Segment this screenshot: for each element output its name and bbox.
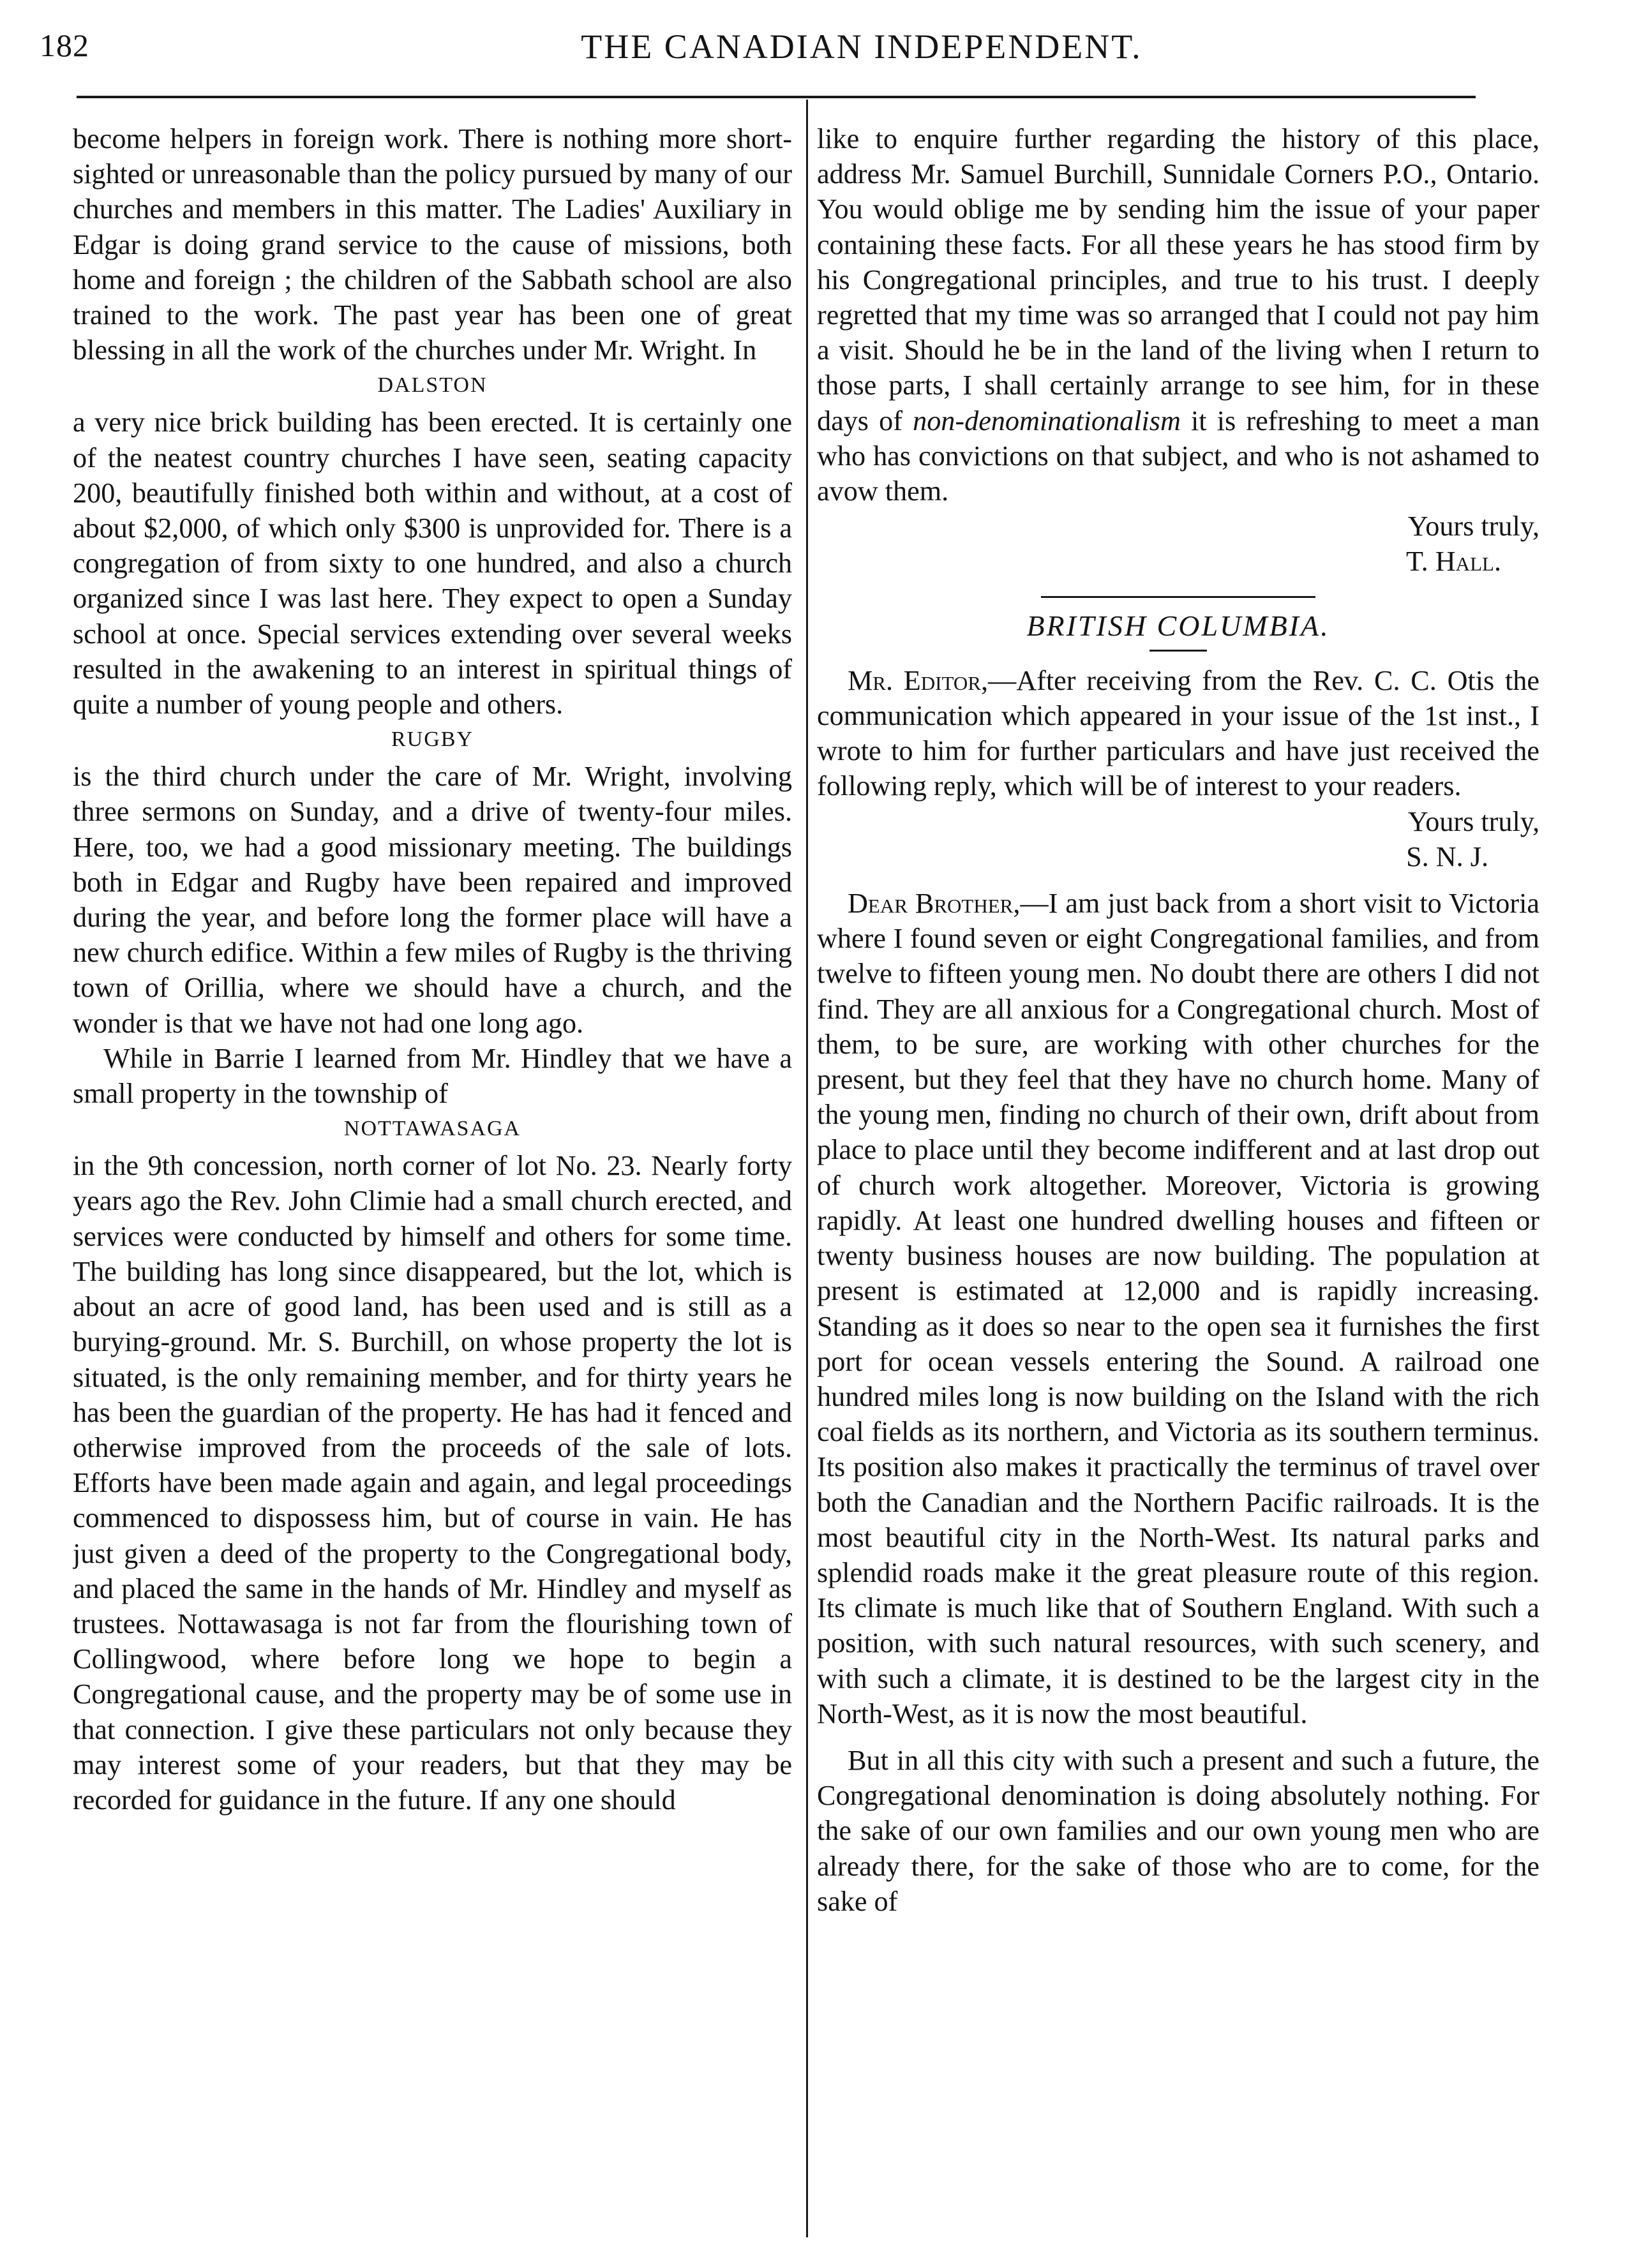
paragraph-burchill-text-end: it is refreshing to meet a man who has convictions on that subject, and who is not ashamed to avow them. [817,405,1539,507]
editor-letter-text: —After receiving from the Rev. C. C. Otis the communication which appeared in your issue of the 1st inst., I wrote to him for further particulars and have just received the following reply, which will be of interest to your readers. [817,664,1539,802]
page-number: 182 [40,27,89,63]
subhead-dalston: DALSTON [377,373,488,398]
left-column [73,121,792,2253]
column-divider [806,100,808,2237]
running-title: THE CANADIAN INDEPENDENT. [581,27,1142,66]
salutation-mr-editor: Mr. Editor, [848,664,988,696]
signature-snj: S. N. J. [1406,840,1488,872]
signature-t-hall: T. Hall. [1405,546,1501,578]
paragraph-editor-letter [817,663,1539,804]
spacer [817,1731,1539,1743]
paragraph-burchill [817,121,1539,509]
paragraph-nottawasaga: in the 9th concession, north corner of lot No. 23. Nearly forty years ago the Rev. John Climie had a small church erected, and services were conducted by himself and others for some time. The building has long since disappeared, but the lot, which is about an acre of good land, has been used and is still as a burying-ground. Mr. S. Burchill, on whose property the lot is situated, is the only remaining member, and for thirty years he has been the guardian of the property. He has had it fenced and otherwise improved from the proceeds of the sale of lots. Efforts have been made again and again, and legal proceedings commenced to dispossess him, but of course in vain. He has just given a deed of the property to the Congregational body, and placed the same in the hands of Mr. Hindley and myself as trustees. Nottawasaga is not far from the flourishing town of Collingwood, where before long we hope to begin a Congregational cause, and the property may be of some use in that connection. I give these particulars not only because they may interest some of your readers, but that they may be recorded for guidance in the future. If any one should [73,1150,792,1816]
subhead-rugby: RUGBY [391,727,474,752]
short-rule [1149,650,1207,652]
paragraph-rugby: is the third church under the care of Mr. Wright, involving three sermons on Sunday, and a drive of twenty-four miles. Here, too, we had a good missionary meeting. The buildings both in Edgar and Rugby have been repaired and improved during the year, and before long the former place will have a new church edifice. Within a few miles of Rugby is the thriving town of Orillia, where we should have a church, and the wonder is that we have not had one long ago. [73,761,792,1039]
paragraph-congregational-denomination: But in all this city with such a present and such a future, the Congregational denomination is doing absolutely nothing. For the sake of our own families and our own young men who are already there, for the sake of those who are to come, for the sake of [817,1744,1539,1917]
section-rule [1041,596,1315,598]
italic-term: non-denominationalism [913,405,1181,436]
header-rule [77,96,1476,98]
salutation-dear-brother: Dear Brother, [848,888,1021,920]
right-column [817,121,1539,2253]
paragraph-barrie: While in Barrie I learned from Mr. Hindley that we have a small property in the township of [73,1042,792,1110]
page-header [0,18,1625,75]
subhead-nottawasaga: NOTTAWASAGA [343,1117,521,1141]
paragraph-victoria [817,886,1539,1731]
paragraph-burchill-text: like to enquire further regarding the history of this place, address Mr. Samuel Burchill, Sunnidale Corners P.O., Ontario. You would oblige me by sending him the issue of your paper containing these facts. For all these years he has stood firm by his Congregational principles, and true to his trust. I deeply regretted that my time was so arranged that I could not pay him a visit. Should he be in the land of the living when I return to those parts, I shall certainly arrange to see him, for in these days of [817,123,1539,436]
victoria-text: —I am just back from a short visit to Victoria where I found seven or eight Congregational families, and from twelve to fifteen young men. No doubt there are others I did not find. They are all anxious for a Congregational church. Most of them, to be sure, are working with other churches for the present, but they feel that they have no church home. Many of the young men, finding no church of their own, drift about from place to place until they become indifferent and at last drop out of church work altogether. Moreover, Victoria is growing rapidly. At least one hundred dwelling houses and fifteen or twenty business houses are now building. The population at present is estimated at 12,000 and is rapidly increasing. Standing as it does so near to the open sea it furnishes the first port for ocean vessels entering the Sound. A railroad one hundred miles long is now building on the Island with the rich coal fields as its northern, and Victoria as its southern terminus. Its position also makes it practically the terminus of travel over both the Canadian and the Northern Pacific railroads. It is the most beautiful city in the North-West. Its natural parks and splendid roads make it the great pleasure route of this region. Its climate is much like that of Southern England. With such a position, with such natural resources, with such scenery, and with such a climate, it is destined to be the largest city in the North-West, as it is now the most beautiful. [817,888,1539,1729]
section-title-british-columbia: BRITISH COLUMBIA. [1026,609,1330,642]
paragraph-dalston: a very nice brick building has been erected. It is certainly one of the neatest country churches I have seen, seating capacity 200, beautifully finished both within and without, at a cost of about $2,000, of which only $300 is unprovided for. There is a congregation of from sixty to one hundred, and also a church organized since I was last here. They expect to open a Sunday school at once. Special services extending over several weeks resulted in the awakening to an interest in spiritual things of quite a number of young people and others. [73,407,792,720]
closing-yours-truly-2: Yours truly, [1407,805,1539,837]
paragraph-edgar: become helpers in foreign work. There is nothing more short-sighted or unreasonable than the policy pursued by many of our churches and members in this matter. The Ladies' Auxiliary in Edgar is doing grand service to the cause of missions, both home and foreign ; the children of the Sabbath school are also trained to the work. The past year has been one of great blessing in all the work of the churches under Mr. Wright. In [73,123,792,366]
closing-yours-truly-1: Yours truly, [1407,511,1539,542]
spacer [817,874,1539,886]
